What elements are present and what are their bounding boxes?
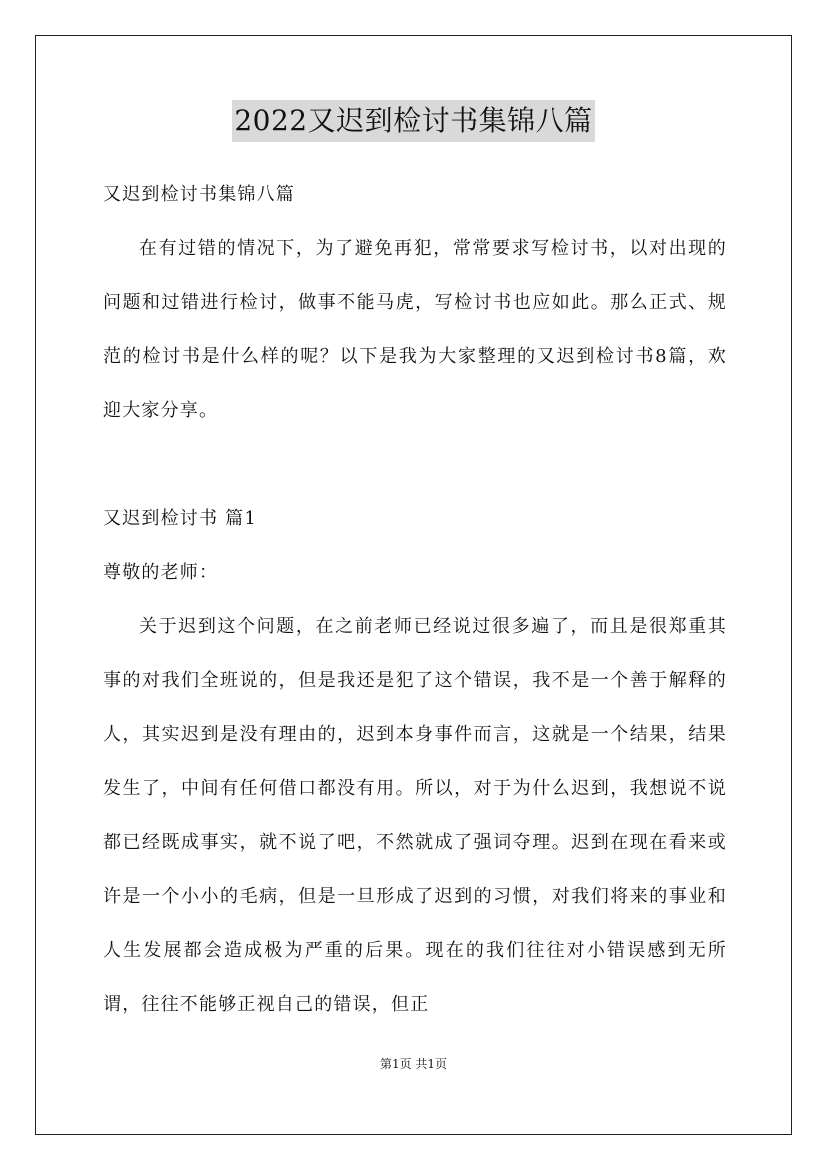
document-title: 2022又迟到检讨书集锦八篇	[232, 100, 594, 142]
salutation: 尊敬的老师：	[103, 562, 219, 583]
page-footer: 第1页 共1页	[379, 1057, 448, 1071]
title-container	[0, 100, 827, 142]
document-subtitle: 又迟到检讨书集锦八篇	[103, 184, 295, 205]
body-paragraph: 关于迟到这个问题，在之前老师已经说过很多遍了，而且是很郑重其事的对我们全班说的，但是我还是犯了这个错误，我不是一个善于解释的人，其实迟到是没有理由的，迟到本身事件而言，这就是一个结果，结果发生了，中间有任何借口都没有用。所以，对于为什么迟到，我想说不说都已经既成事实，就不说了吧，不然就成了强词夺理。迟到在现在看来或许是一个小小的毛病，但是一旦形成了迟到的习惯，对我们将来的事业和人生发展都会造成极为严重的后果。现在的我们往往对小错误感到无所谓，往往不能够正视自己的错误，但正	[103, 616, 727, 1015]
section-heading: 又迟到检讨书 篇1	[103, 508, 257, 529]
section-spacer	[103, 438, 727, 492]
document-body	[103, 168, 727, 1032]
intro-paragraph: 在有过错的情况下，为了避免再犯，常常要求写检讨书，以对出现的问题和过错进行检讨，做事不能马虎，写检讨书也应如此。那么正式、规范的检讨书是什么样的呢？以下是我为大家整理的又迟到检讨书8篇，欢迎大家分享。	[103, 238, 727, 421]
